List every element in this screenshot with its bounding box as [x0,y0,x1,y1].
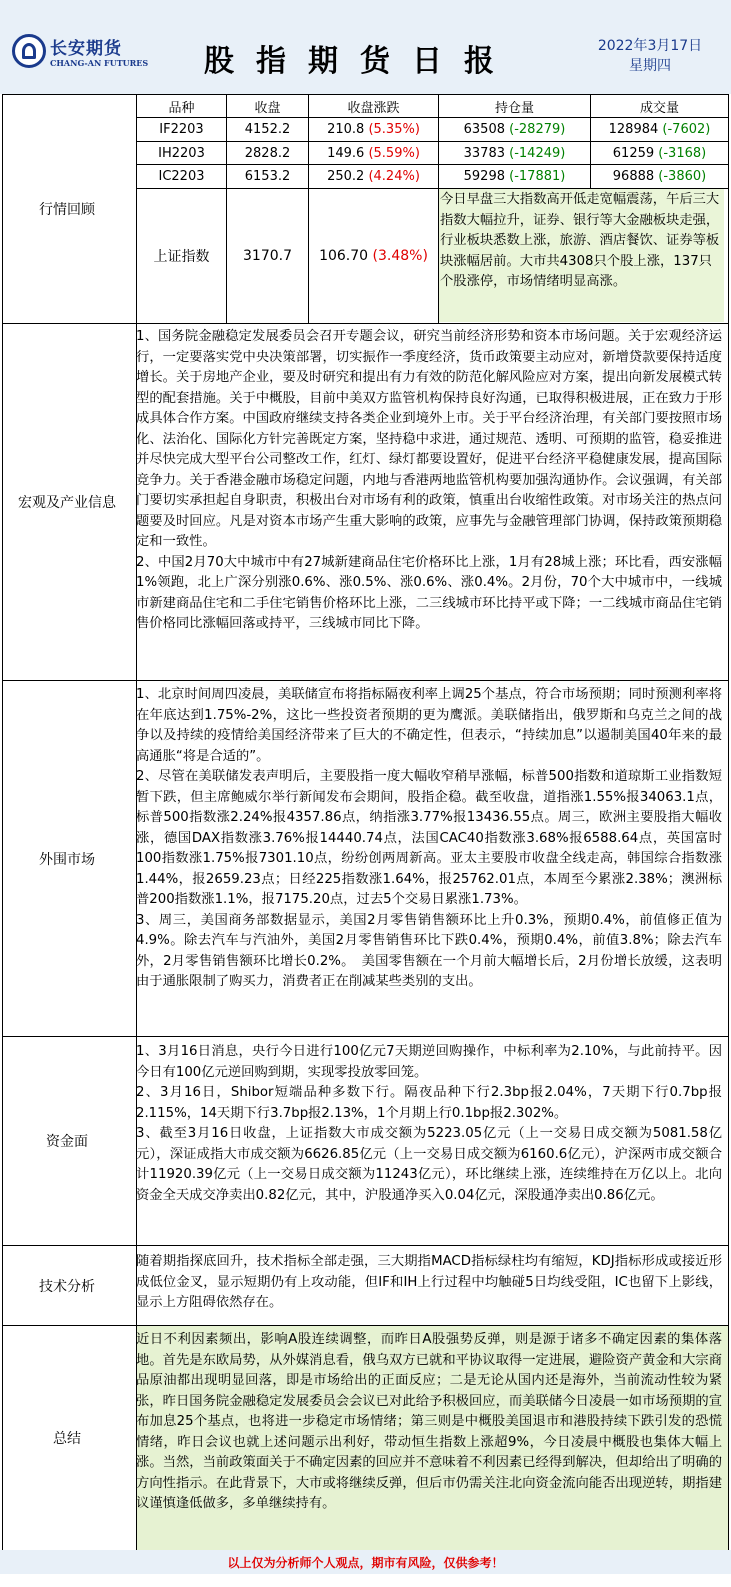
summary-content [136,1330,722,1515]
external-paragraph-3: 3、周三，美国商务部数据显示，美国2月零售销售额环比上升0.3%，预期0.4%，前值修正值为4.9%。除去汽车与汽油外，美国2月零售销售环比下跌0.4%，预期0.4%，前值3.8%；除去汽车外，2月零售销售额环比增长0.2%。 美国零售额在一个月前大幅增长后，2月份增长放缓，这表明由于通胀限制了购买力，消费者正在削减某些类别的支出。 [136,912,722,989]
col-header-open-interest: 持仓量 [494,100,534,116]
row-change-value: 149.6 [327,145,365,161]
row-change [309,142,438,164]
row-open-interest [439,142,590,164]
logo-english-name: CHANG-AN FUTURES [50,58,149,68]
row-change-pct: (4.24%) [368,169,420,184]
row-change-pct: (5.59%) [368,145,420,161]
logo-chinese-name: 长安期货 [50,39,122,59]
row-change-value: 210.8 [327,122,365,137]
row-volume [591,118,728,141]
row-change-pct: (5.35%) [368,122,420,137]
row-open-interest [439,165,590,188]
funds-content [136,1042,722,1206]
external-market-content [136,685,722,993]
col-header-close: 收盘 [254,100,281,116]
funds-paragraph-2: 2、3月16日，Shibor短端品种多数下行。隔夜品种下行2.3bp报2.04%，7天期下行0.7bp报2.115%，14天期下行3.7bp报2.13%，1个月期上行0.1bp报2.302%。 [136,1085,722,1121]
technical-content [136,1252,722,1314]
macro-paragraph-2: 2、中国2月70大中城市中有27城新建商品住宅价格环比上涨，1月有28城上涨；环比看，西安涨幅1%领跑，北上广深分别涨0.6%、涨0.5%、涨0.6%、涨0.4%。2月份，70个大中城市中，一线城市新建商品住宅和二手住宅销售价格环比上涨，二三线城市环比持平或下降；一二线城市商品住宅销售价格同比涨幅回落或持平，三线城市同比下降。 [136,554,722,631]
report-title: 股指期货日报 [204,44,516,79]
technical-paragraph: 随着期指探底回升，技术指标全部走强，三大期指MACD指标绿柱均有缩短，KDJ指标形成或接近形成低位金叉，显示短期仍有上攻动能，但IF和IH上行过程中均触碰5日均线受阻，IC也留下上影线，显示上方阻碍依然存在。 [136,1254,722,1310]
market-review-label: 行情回顾 [39,202,95,218]
logo-emblem-icon [12,34,46,68]
index-change-value: 106.70 [319,248,369,264]
col-header-product: 品种 [168,100,195,116]
report-header [0,0,731,94]
index-close: 3170.7 [243,248,292,264]
col-header-change: 收盘涨跌 [347,100,400,116]
summary-paragraph: 近日不利因素频出，影响A股连续调整，而昨日A股强势反弹，则是源于诸多不确定因素的集体落地。首先是东欧局势，从外媒消息看，俄乌双方已就和平协议取得一定进展，避险资产黄金和大宗商品原油都出现明显回落，即是市场给出的正面反应；二是无论从国内还是海外，当前流动性较为紧张，昨日国务院金融稳定发展委员会会议已对此给予积极回应，而美联储今日凌晨一如市场预期的宣布加息25个基点，也将进一步稳定市场情绪；第三则是中概股美国退市和港股持续下跌引发的恐慌情绪，昨日会议也就上述问题示出利好，带动恒生指数上涨超9%，今日凌晨中概股也集体大幅上涨。当然，当前政策面关于不确定因素的回应并不意味着不利因素已经得到解决，但却给出了明确的方向性指示。在此背景下，大市或将继续反弹，但后市仍需关注北向资金流向能否出现逆转，期指建议谨慎逢低做多，多单继续持有。 [136,1332,722,1511]
index-change [309,189,438,323]
row-volume-value: 96888 [612,169,655,184]
row-volume-value: 61259 [612,145,655,161]
row-oi-value: 33783 [463,145,505,161]
row-oi-value: 63508 [463,122,505,137]
row-close: 4152.2 [244,122,291,137]
funds-paragraph-1: 1、3月16日消息，央行今日进行100亿元7天期逆回购操作，中标利率为2.10%，与此前持平。因今日有100亿元逆回购到期，实现零投放零回笼。 [136,1044,722,1080]
row-oi-change: (-14249) [509,145,566,161]
funds-label: 资金面 [46,1134,88,1150]
row-product: IF2203 [159,122,204,137]
funds-paragraph-3: 3、截至3月16日收盘，上证指数大市成交额为5223.05亿元（上一交易日成交额为5081.58亿元），深证成指大市成交额为6626.85亿元（上一交易日成交额为6160.6亿元），沪深两市成交额合计11920.39亿元（上一交易日成交额为11243亿元），环比继续上涨，连续维持在万亿以上。北向资金全天成交净卖出0.82亿元，其中，沪股通净买入0.04亿元，深股通净卖出0.86亿元。 [136,1126,722,1203]
row-change [309,118,438,141]
external-market-label: 外围市场 [39,851,95,868]
report-weekday: 星期四 [629,58,671,74]
border [728,94,729,1550]
row-product: IH2203 [158,145,205,161]
technical-label: 技术分析 [39,1278,95,1295]
row-oi-change: (-28279) [509,122,566,137]
macro-paragraph-1: 1、国务院金融稳定发展委员会召开专题会议，研究当前经济形势和资本市场问题。关于宏观经济运行，一定要落实党中央决策部署，切实振作一季度经济，货币政策要主动应对，新增贷款要保持适度增长。关于房地产企业，要及时研究和提出有力有效的防范化解风险应对方案，提出向新发展模式转型的配套措施。关于中概股，目前中美双方监管机构保持良好沟通，已取得积极进展，正在致力于形成具体合作方案。中国政府继续支持各类企业到境外上市。关于平台经济治理，有关部门要按照市场化、法治化、国际化方针完善既定方案，坚持稳中求进，通过规范、透明、可预期的监管，稳妥推进并尽快完成大型平台公司整改工作，红灯、绿灯都要设置好，促进平台经济平稳健康发展，提高国际竞争力。关于香港金融市场稳定问题，内地与香港两地监管机构要加强沟通协作。会议强调，有关部门要切实承担起自身职责，积极出台对市场有利的政策，慎重出台收缩性政策。对市场关注的热点问题要及时回应。凡是对资本市场产生重大影响的政策，应事先与金融管理部门协调，保持政策预期稳定和一致性。 [136,329,722,549]
row-change-value: 250.2 [327,169,365,184]
market-note: 今日早盘三大指数高开低走宽幅震荡，午后三大指数大幅拉升，证券、银行等大金融板块走强，行业板块悉数上涨，旅游、酒店餐饮、证券等板块涨幅居前。大市共4308只个股上涨，137只个股涨停，市场情绪明显高涨。 [438,190,724,293]
summary-label: 总结 [53,1431,81,1447]
row-volume-value: 128984 [608,122,659,137]
row-volume [591,165,728,188]
row-volume-change: (-7602) [662,122,711,137]
row-close: 2828.2 [244,145,291,161]
row-open-interest [439,118,590,141]
external-paragraph-2: 2、尽管在美联储发表声明后，主要股指一度大幅收窄稍早涨幅，标普500指数和道琼斯工业指数短暂下跌，但主席鲍威尔举行新闻发布会期间，股指企稳。截至收盘，道指涨1.55%报34063.1点，标普500指数涨2.24%报4357.86点，纳指涨3.77%报13436.55点。周三，欧洲主要股指大幅收涨，德国DAX指数涨3.76%报14440.74点，法国CAC40指数涨3.68%报6588.64点，英国富时100指数涨1.75%报7301.10点，纷纷创两周新高。亚太主要股市收盘全线走高，韩国综合指数涨1.44%，报2659.23点；日经225指数涨1.64%，报25762.01点，本周至今累涨2.38%；澳洲标普200指数涨1.1%，报7175.20点，过去5个交易日累涨1.73%。 [136,769,722,907]
row-oi-change: (-17881) [509,169,566,184]
report-date-block [575,36,725,76]
external-paragraph-1: 1、北京时间周四凌晨，美联储宣布将指标隔夜利率上调25个基点，符合市场预期；同时预测利率将在年底达到1.75%-2%，这比一些投资者预期的更为鹰派。美联储指出，俄罗斯和乌克兰之间的战争以及持续的疫情给美国经济带来了巨大的不确定性，但表示，“持续加息”以遏制美国40年来的最高通胀“将是合适的”。 [136,687,722,764]
macro-content [136,327,722,635]
row-change [309,165,438,188]
index-name: 上证指数 [153,249,210,265]
row-close: 6153.2 [244,169,291,184]
row-volume-change: (-3168) [658,145,707,161]
index-change-pct: (3.48%) [372,248,428,264]
row-volume-change: (-3860) [658,169,707,184]
row-oi-value: 59298 [463,169,505,184]
row-volume [591,142,728,164]
row-product: IC2203 [158,169,205,184]
disclaimer-footer: 以上仅为分析师个人观点，期市有风险，仅供参考！ [0,1550,731,1574]
report-date: 2022年3月17日 [597,38,703,54]
macro-label: 宏观及产业信息 [18,495,116,511]
col-header-volume: 成交量 [639,100,679,116]
company-logo [12,34,149,76]
